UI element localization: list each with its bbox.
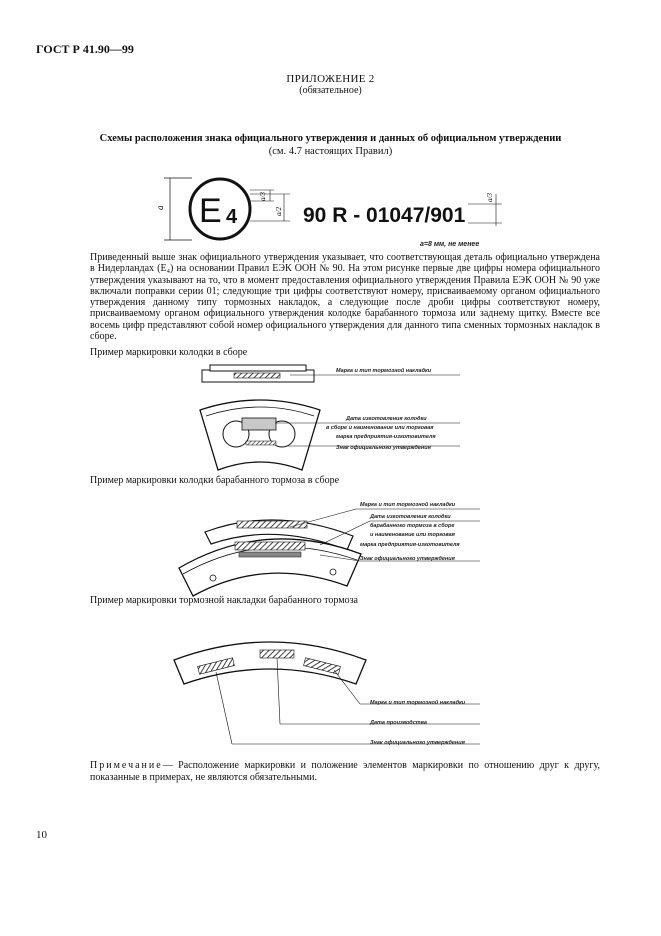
example2-label-date-line4: марка предприятия-изготовителя	[360, 542, 460, 548]
example2-label-date-line3: и наименование или торговая	[370, 532, 455, 538]
scheme-title: Схемы расположения знака официального утверждения и данных об официальном утверждении	[99, 133, 562, 144]
example2-label-approval-sign: Знак официального утверждения	[360, 556, 455, 562]
note-label: Примечание	[90, 760, 163, 771]
appendix-subtitle: (обязательное)	[299, 85, 362, 96]
dim-a3-right-label: a/3	[486, 193, 494, 202]
example3-label-prod-date: Дата производства	[370, 720, 427, 726]
example1-label-brand-type: Марка и тип тормозной накладки	[336, 368, 432, 374]
example1-label-date-line1: Дата изготовления колодки	[346, 416, 427, 422]
approval-mark-diagram	[150, 168, 520, 250]
example2-label-date-line1: Дата изготовления колодки	[370, 514, 451, 520]
size-note: a=8 мм, не менее	[420, 241, 480, 248]
explanation-paragraph	[90, 252, 600, 342]
dim-a-label: a	[155, 205, 165, 210]
appendix-title: ПРИЛОЖЕНИЕ 2	[286, 73, 375, 85]
mark-letter: E	[199, 192, 222, 230]
note-text: — Расположение маркировки и положение элементов маркировки по отношению друг к другу, показанные в примерах, не являются обязательными.	[90, 760, 600, 783]
document-code: ГОСТ Р 41.90—99	[36, 42, 134, 56]
example3-label-brand-type: Марка и тип тормозной накладки	[370, 700, 466, 706]
example3-caption: Пример маркировки тормозной накладки барабанного тормоза	[90, 595, 358, 606]
example1-label-date-line3: марка предприятия-изготовителя	[336, 434, 436, 440]
example2-label-date-line2: барабанного тормоза в сборе	[370, 523, 455, 529]
note-paragraph	[90, 760, 600, 783]
scheme-reference: (см. 4.7 настоящих Правил)	[268, 146, 393, 157]
example1-label-approval-sign: Знак официального утверждения	[336, 445, 431, 451]
mark-number: 4	[226, 206, 238, 228]
example2-label-brand-type: Марка и тип тормозной накладки	[360, 502, 456, 508]
dim-a2-label: a/2	[275, 207, 283, 216]
example1-label-date-line2: в сборе и наименование или торговая	[326, 425, 434, 431]
example2-caption: Пример маркировки колодки барабанного тормоза в сборе	[90, 475, 340, 486]
prod-date-marking	[260, 650, 294, 658]
page-number: 10	[36, 829, 47, 841]
explanation-text: Приведенный выше знак официального утверждения указывает, что соответствующая деталь официально утверждена в Нидерландах (E₄) на основании Правил ЕЭК ООН № 90. На этом рисунке первые две цифры номера официального утверждения указывают на то, что в момент предоставления официального утверждения Правила ЕЭК ООН № 90 уже включали поправки серии 01; следующие три цифры соответствуют номеру, присваиваемому органом официального утверждения данному типу тормозных накладок, а следующие после дроби цифры соответствуют номеру, присваиваемому органом официального утверждения колодке барабанного тормоза или заднему щитку. Вместе все восемь цифр представляют собой номер официального утверждения для данного типа сменных тормозных накладок в сборе.	[90, 252, 600, 343]
dim-a3-label: a/3	[259, 192, 267, 201]
example1-caption: Пример маркировки колодки в сборе	[90, 347, 248, 358]
example3-label-approval-sign: Знак официального утверждения	[370, 740, 465, 746]
approval-code: 90 R - 01047/901	[303, 204, 466, 227]
